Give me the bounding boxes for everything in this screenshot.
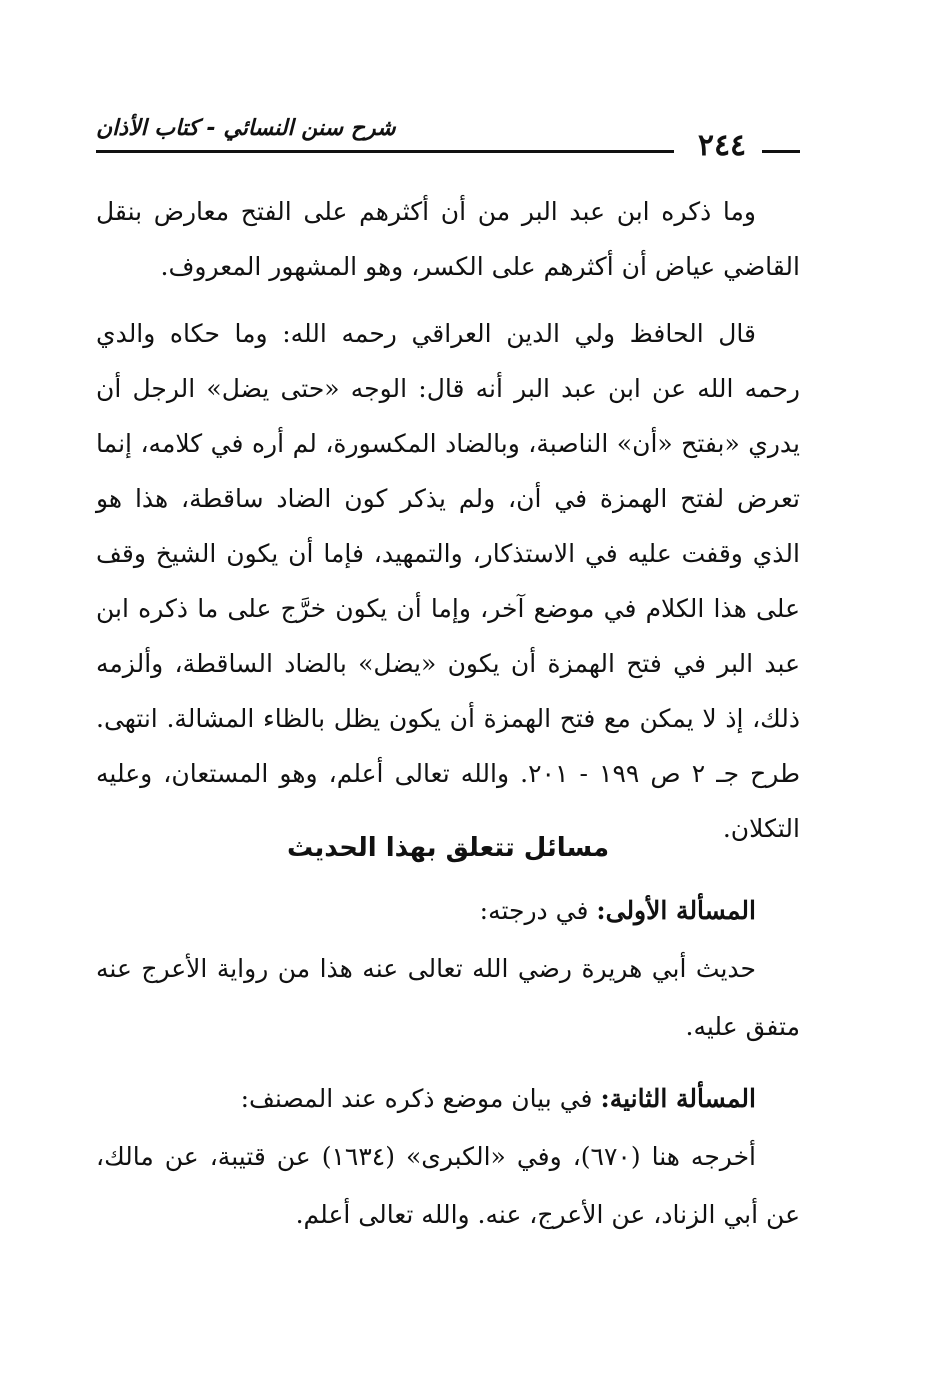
- issue-title: [96, 882, 800, 940]
- header-rule: [96, 150, 674, 153]
- section-heading: مسائل تتعلق بهذا الحديث: [286, 833, 610, 863]
- issue-title: [96, 1070, 800, 1128]
- issue-label: المسألة الأولى:: [596, 896, 756, 925]
- issue-subject: في درجته:: [479, 896, 589, 925]
- running-title: شرح سنن النسائي - كتاب الأذان: [96, 116, 396, 141]
- paragraph: وما ذكره ابن عبد البر من أن أكثرهم على الفتح معارض بنقل القاضي عياض أن أكثرهم على الكسر، وهو المشهور المعروف.: [96, 197, 800, 281]
- issue-text: حديث أبي هريرة رضي الله تعالى عنه هذا من رواية الأعرج عنه متفق عليه.: [96, 954, 800, 1041]
- issue-1: [96, 882, 800, 1056]
- issue-text: أخرجه هنا (٦٧٠)، وفي «الكبرى» (١٦٣٤) عن قتيبة، عن مالك، عن أبي الزناد، عن الأعرج، عنه. والله تعالى أعلم.: [96, 1142, 800, 1229]
- paragraph: قال الحافظ ولي الدين العراقي رحمه الله: وما حكاه والدي رحمه الله عن ابن عبد البر أنه قال: الوجه «حتى يضل» الرجل أن يدري «بفتح «أن» الناصبة، وبالضاد المكسورة، لم أره في كلامه، إنما تعرض لفتح الهمزة في أن، ولم يذكر كون الضاد ساقطة، هذا هو الذي وقفت عليه في الاستذكار، والتمهيد، فإما أن يكون الشيخ وقف على هذا الكلام في موضع آخر، وإما أن يكون خرَّج على ما ذكره ابن عبد البر في فتح الهمزة أن يكون «يضل» بالضاد الساقطة، وألزمه ذلك، إذ لا يمكن مع فتح الهمزة أن يكون يظل بالظاء المشالة. انتهى. طرح جـ ٢ ص ١٩٩ - ٢٠١. والله تعالى أعلم، وهو المستعان، وعليه التكلان.: [96, 319, 800, 843]
- page-number: ٢٤٤: [697, 128, 747, 163]
- issue-label: المسألة الثانية:: [600, 1084, 756, 1113]
- header-rule-short: [762, 150, 800, 153]
- main-text: [96, 184, 800, 868]
- issue-2: [96, 1070, 800, 1244]
- issue-subject: في بيان موضع ذكره عند المصنف:: [240, 1084, 593, 1113]
